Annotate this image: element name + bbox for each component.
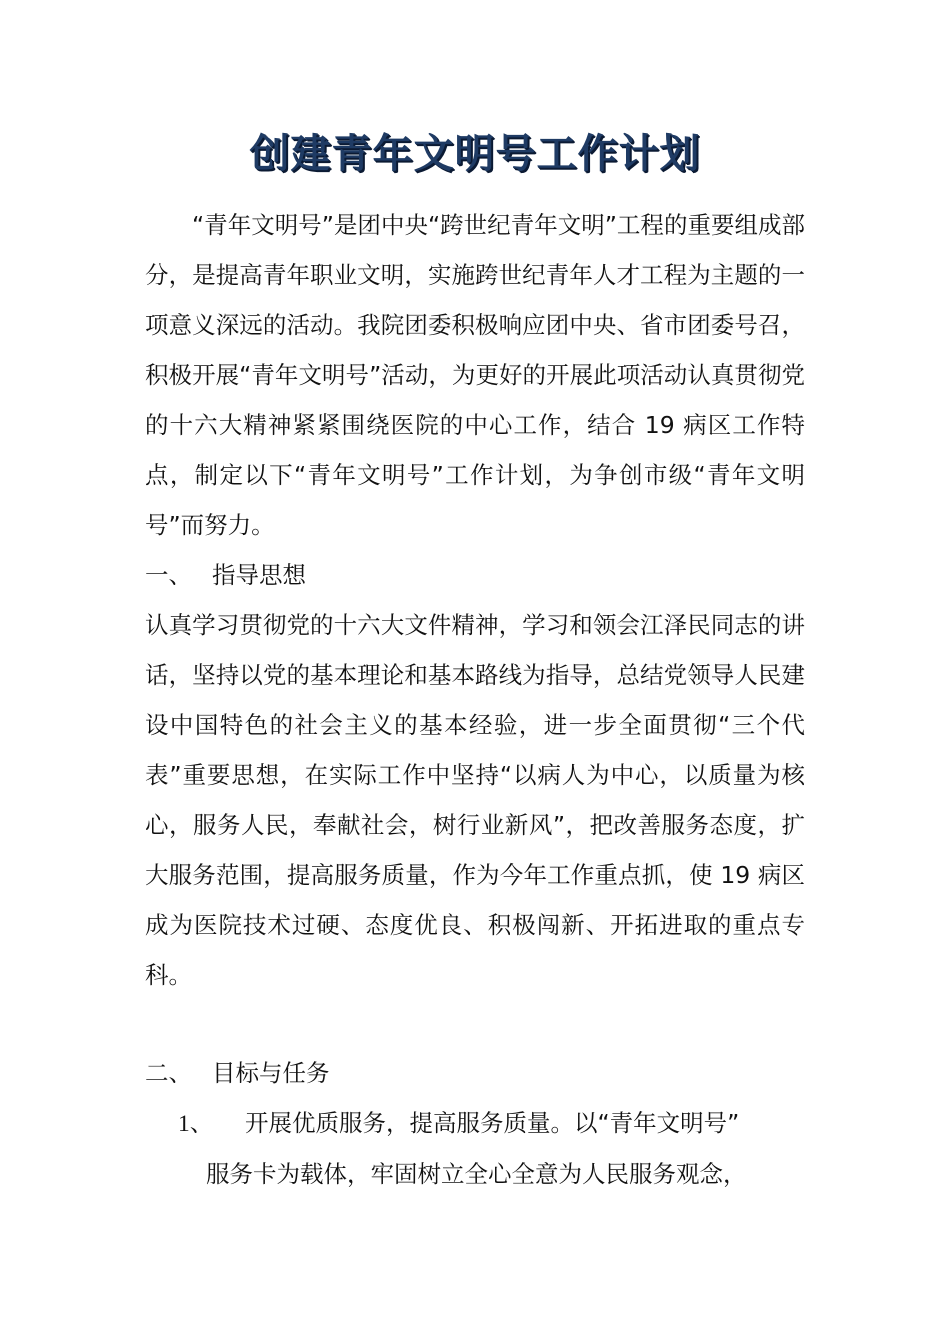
intro-paragraph: “青年文明号”是团中央“跨世纪青年文明”工程的重要组成部分，是提高青年职业文明，实施跨世纪青年人才工程为主题的一项意义深远的活动。我院团委积极响应团中央、省市团委号召，积极开展“青年文明号”活动，为更好的开展此项活动认真贯彻党的十六大精神紧紧围绕医院的中心工作，结合 19 病区工作特点，制定以下“青年文明号”工作计划，为争创市级“青年文明号”而努力。	[145, 211, 805, 539]
guiding-ideology-paragraph: 认真学习贯彻党的十六大文件精神，学习和领会江泽民同志的讲话，坚持以党的基本理论和基本路线为指导，总结党领导人民建设中国特色的社会主义的基本经验，进一步全面贯彻“三个代表”重要思想，在实际工作中坚持“以病人为中心，以质量为核心，服务人民，奉献社会，树行业新风”，把改善服务态度，扩大服务范围，提高服务质量，作为今年工作重点抓，使 19 病区成为医院技术过硬、态度优良、积极闯新、开拓进取的重点专科。	[145, 611, 805, 989]
list-item-number: 1、	[178, 1111, 214, 1137]
section-heading-text: 指导思想	[212, 561, 306, 589]
section-heading-goals-tasks	[145, 1048, 330, 1098]
list-item-line: 服务卡为载体，牢固树立全心全意为人民服务观念，	[206, 1160, 747, 1188]
section-number: 一、	[145, 561, 192, 589]
section-heading-text: 目标与任务	[212, 1059, 330, 1087]
list-item	[178, 1098, 805, 1199]
document-title: 创建青年文明号工作计划	[249, 131, 701, 177]
section-number: 二、	[145, 1059, 192, 1087]
list-item-line: 开展优质服务，提高服务质量。以“青年文明号”	[245, 1109, 740, 1137]
section-heading-guiding-ideology	[145, 550, 306, 600]
